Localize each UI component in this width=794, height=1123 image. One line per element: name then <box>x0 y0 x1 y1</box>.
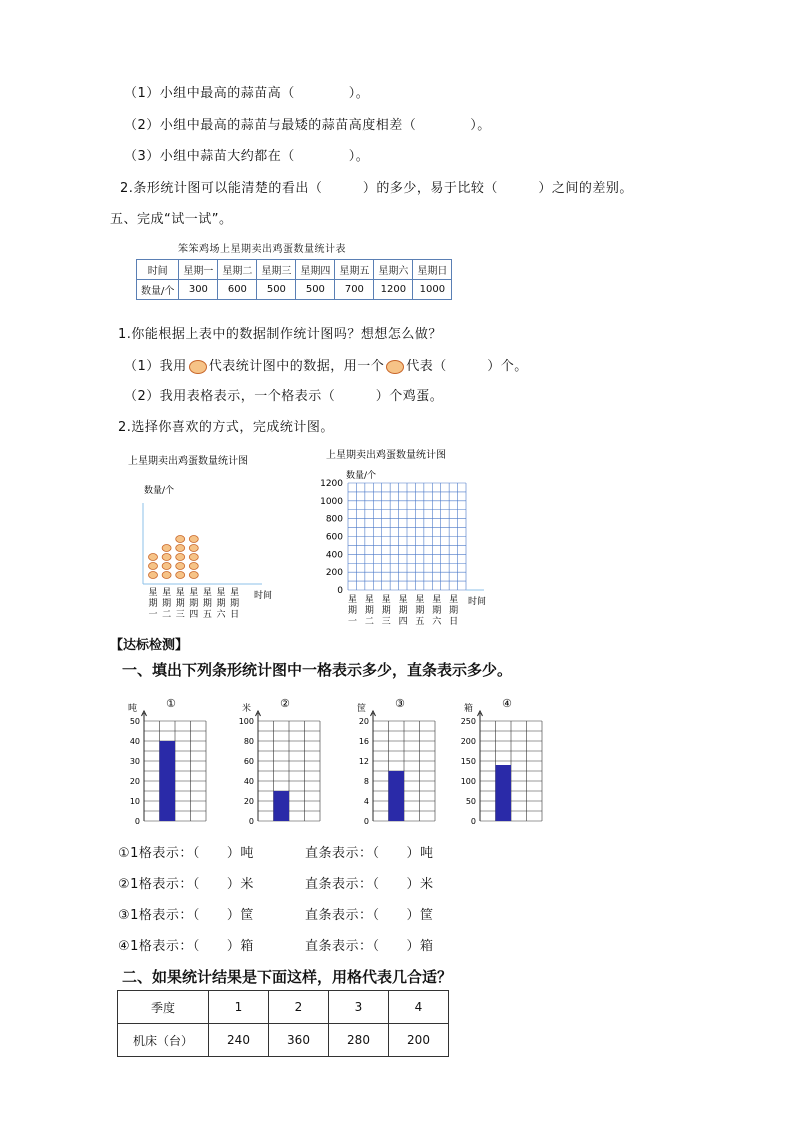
table-header: 星期五 <box>335 260 374 280</box>
y-tick-label: 20 <box>129 777 140 786</box>
x-tick-label: 星 <box>175 588 185 598</box>
y-tick-label: 30 <box>129 757 140 766</box>
bar-chart-4[interactable] <box>462 697 562 832</box>
x-axis-label: 时间 <box>254 591 273 601</box>
section5-q1: 1.你能根据上表中的数据制作统计图吗？想想怎么做？ <box>118 327 442 342</box>
x-tick-label: 期 <box>189 599 199 609</box>
x-tick-label: 星 <box>230 588 240 598</box>
y-tick-label: 4 <box>363 797 369 806</box>
x-tick-label: 星 <box>415 595 425 605</box>
egg-icon <box>386 360 404 374</box>
x-tick-label: 期 <box>432 606 442 616</box>
bar-chart-1[interactable] <box>126 697 221 832</box>
unit-label: 筐 <box>357 704 367 714</box>
egg-icon <box>149 572 158 579</box>
y-tick-label: 800 <box>325 514 343 525</box>
egg-icon <box>162 554 171 561</box>
x-tick-label: 五 <box>202 610 212 620</box>
egg-icon <box>162 572 171 579</box>
x-tick-label: 期 <box>148 599 158 609</box>
x-tick-label: 一 <box>347 617 358 627</box>
x-tick-label: 星 <box>189 588 199 598</box>
table-row <box>137 260 452 280</box>
y-tick-label: 20 <box>358 717 369 726</box>
grid-bar-chart <box>318 444 518 629</box>
table-header: 时间 <box>137 260 179 280</box>
egg-icon <box>176 563 185 570</box>
x-tick-label: 四 <box>398 617 408 627</box>
bar-chart-2[interactable] <box>240 697 335 832</box>
x-tick-label: 四 <box>189 610 199 620</box>
egg-icon <box>189 572 198 579</box>
y-tick-label: 200 <box>325 568 343 579</box>
chart-title: 上星期卖出鸡蛋数量统计图 <box>326 450 446 461</box>
y-tick-label: 60 <box>243 757 254 766</box>
x-tick-label: 期 <box>216 599 226 609</box>
table-cell: 500 <box>257 280 296 300</box>
unit-label: 箱 <box>464 704 474 714</box>
x-tick-label: 一 <box>148 610 158 620</box>
table-cell: 600 <box>218 280 257 300</box>
x-tick-label: 二 <box>364 617 374 627</box>
x-tick-label: 期 <box>381 606 391 616</box>
y-tick-label: 16 <box>358 737 369 746</box>
x-tick-label: 三 <box>175 610 185 620</box>
question-2: 2.条形统计图可以能清楚的看出（ ）的多少，易于比较（ ）之间的差别。 <box>120 181 633 196</box>
y-tick-label: 150 <box>460 757 476 766</box>
section5-q1b: （2）我用表格表示，一个格表示（ ）个鸡蛋。 <box>124 389 444 404</box>
y-tick-label: 600 <box>325 532 343 543</box>
q1a-mid: 代表统计图中的数据，用一个 <box>208 359 385 374</box>
table-row <box>137 280 452 300</box>
y-tick-label: 100 <box>238 717 254 726</box>
x-tick-label: 期 <box>230 599 240 609</box>
answer-2-bar[interactable]: 直条表示：（ ）米 <box>305 877 434 892</box>
question-1-3: （3）小组中蒜苗大约都在（ ）。 <box>124 149 370 164</box>
chart-number: ③ <box>395 697 405 710</box>
table-header: 季度 <box>118 991 209 1024</box>
egg-sales-table <box>136 259 452 300</box>
egg-icon <box>176 572 185 579</box>
egg-icon <box>189 545 198 552</box>
answer-4-grid[interactable]: ④1格表示：（ ）箱 <box>118 939 254 954</box>
x-tick-label: 星 <box>216 588 226 598</box>
answer-4-bar[interactable]: 直条表示：（ ）箱 <box>305 939 434 954</box>
bar <box>496 765 512 821</box>
table-header: 1 <box>209 991 269 1024</box>
unit-label: 吨 <box>128 704 138 714</box>
x-tick-label: 期 <box>398 606 408 616</box>
egg-icon <box>176 536 185 543</box>
egg-icon <box>189 563 198 570</box>
table-cell: 1200 <box>374 280 413 300</box>
y-tick-label: 1200 <box>320 479 343 489</box>
x-tick-label: 星 <box>381 595 391 605</box>
x-axis-label: 时间 <box>468 597 487 607</box>
table-cell: 700 <box>335 280 374 300</box>
x-tick-label: 日 <box>230 610 240 620</box>
section5-q2: 2.选择你喜欢的方式，完成统计图。 <box>118 420 334 435</box>
table-header: 星期一 <box>179 260 218 280</box>
table-row-label: 数量/个 <box>137 280 179 300</box>
y-tick-label: 40 <box>243 777 254 786</box>
table-header: 2 <box>269 991 329 1024</box>
x-tick-label: 星 <box>364 595 374 605</box>
egg-icon <box>176 554 185 561</box>
answer-1-bar[interactable]: 直条表示：（ ）吨 <box>305 846 434 861</box>
chart-number: ④ <box>502 697 512 710</box>
table-header: 星期二 <box>218 260 257 280</box>
y-tick-label: 0 <box>134 817 140 826</box>
egg-icon <box>189 360 207 374</box>
q1a-post: 代表（ ）个。 <box>406 359 528 374</box>
x-tick-label: 星 <box>347 595 358 605</box>
egg-icon <box>189 536 198 543</box>
table-cell: 300 <box>179 280 218 300</box>
y-tick-label: 12 <box>358 757 369 766</box>
x-tick-label: 期 <box>449 606 459 616</box>
table-header: 4 <box>389 991 449 1024</box>
answer-2-grid[interactable]: ②1格表示：（ ）米 <box>118 877 254 892</box>
table-row-label: 机床（台） <box>118 1024 209 1057</box>
part1-heading: 一、填出下列条形统计图中一格表示多少，直条表示多少。 <box>122 661 513 679</box>
dabiao-heading: 【达标检测】 <box>110 638 189 653</box>
egg-icon <box>176 545 185 552</box>
table-header: 星期四 <box>296 260 335 280</box>
answer-3-bar[interactable]: 直条表示：（ ）筐 <box>305 908 434 923</box>
unit-label: 米 <box>242 704 252 714</box>
table-header: 3 <box>329 991 389 1024</box>
question-1-2: （2）小组中最高的蒜苗与最矮的蒜苗高度相差（ ）。 <box>124 118 491 133</box>
x-tick-label: 期 <box>162 599 172 609</box>
x-tick-label: 星 <box>202 588 212 598</box>
x-tick-label: 星 <box>398 595 408 605</box>
egg-icon <box>162 545 171 552</box>
table-header: 星期三 <box>257 260 296 280</box>
table-cell[interactable]: 360 <box>269 1024 329 1057</box>
y-tick-label: 200 <box>460 737 476 746</box>
x-tick-label: 期 <box>415 606 425 616</box>
y-tick-label: 10 <box>129 797 140 806</box>
table-header: 星期六 <box>374 260 413 280</box>
x-tick-label: 星 <box>148 588 158 598</box>
y-tick-label: 40 <box>129 737 140 746</box>
y-tick-label: 20 <box>243 797 254 806</box>
x-tick-label: 三 <box>381 617 391 627</box>
y-tick-label: 100 <box>460 777 476 786</box>
chart-title: 上星期卖出鸡蛋数量统计图 <box>128 456 248 467</box>
y-tick-label: 400 <box>325 550 343 561</box>
table-row <box>118 1024 449 1057</box>
x-tick-label: 星 <box>162 588 172 598</box>
x-tick-label: 期 <box>175 599 185 609</box>
y-tick-label: 8 <box>363 777 369 786</box>
y-axis-label: 数量/个 <box>144 486 175 496</box>
chart-number: ② <box>280 697 290 710</box>
question-1-1: （1）小组中最高的蒜苗高（ ）。 <box>124 86 370 101</box>
x-tick-label: 星 <box>449 595 459 605</box>
x-tick-label: 星 <box>432 595 442 605</box>
egg-icon <box>189 554 198 561</box>
y-tick-label: 50 <box>465 797 476 806</box>
table-cell: 500 <box>296 280 335 300</box>
machine-table <box>117 990 449 1057</box>
y-tick-label: 0 <box>337 586 343 596</box>
y-tick-label: 50 <box>129 717 140 726</box>
x-tick-label: 六 <box>216 610 226 620</box>
y-axis-label: 数量/个 <box>346 471 377 481</box>
bar <box>160 741 176 821</box>
x-tick-label: 二 <box>162 610 172 620</box>
egg-icon <box>149 554 158 561</box>
y-tick-label: 0 <box>248 817 254 826</box>
x-tick-label: 期 <box>347 606 358 616</box>
egg-icon <box>149 563 158 570</box>
bar <box>389 771 405 821</box>
q1a-pre: （1）我用 <box>124 359 187 374</box>
table-cell: 1000 <box>413 280 452 300</box>
y-tick-label: 80 <box>243 737 254 746</box>
egg-table-title: 笨笨鸡场上星期卖出鸡蛋数量统计表 <box>178 244 346 255</box>
section5-q1a <box>124 355 528 374</box>
table-cell[interactable]: 280 <box>329 1024 389 1057</box>
section5-heading: 五、完成“试一试”。 <box>110 212 233 227</box>
y-tick-label: 0 <box>470 817 476 826</box>
answer-3-grid[interactable]: ③1格表示：（ ）筐 <box>118 908 254 923</box>
bar <box>274 791 290 821</box>
y-tick-label: 250 <box>460 717 476 726</box>
x-tick-label: 五 <box>415 617 425 627</box>
chart-number: ① <box>166 697 176 710</box>
x-tick-label: 日 <box>449 617 459 627</box>
y-tick-label: 1000 <box>320 496 343 507</box>
pictograph-chart <box>120 448 290 628</box>
bar-chart-3[interactable] <box>355 697 450 832</box>
x-tick-label: 期 <box>202 599 212 609</box>
egg-icon <box>162 563 171 570</box>
x-tick-label: 六 <box>432 617 442 627</box>
part2-heading: 二、如果统计结果是下面这样，用格代表几合适？ <box>122 968 453 986</box>
table-row <box>118 991 449 1024</box>
answer-1-grid[interactable]: ①1格表示：（ ）吨 <box>118 846 254 861</box>
y-tick-label: 0 <box>363 817 369 826</box>
x-tick-label: 期 <box>364 606 374 616</box>
table-header: 星期日 <box>413 260 452 280</box>
table-cell[interactable]: 200 <box>389 1024 449 1057</box>
table-cell[interactable]: 240 <box>209 1024 269 1057</box>
